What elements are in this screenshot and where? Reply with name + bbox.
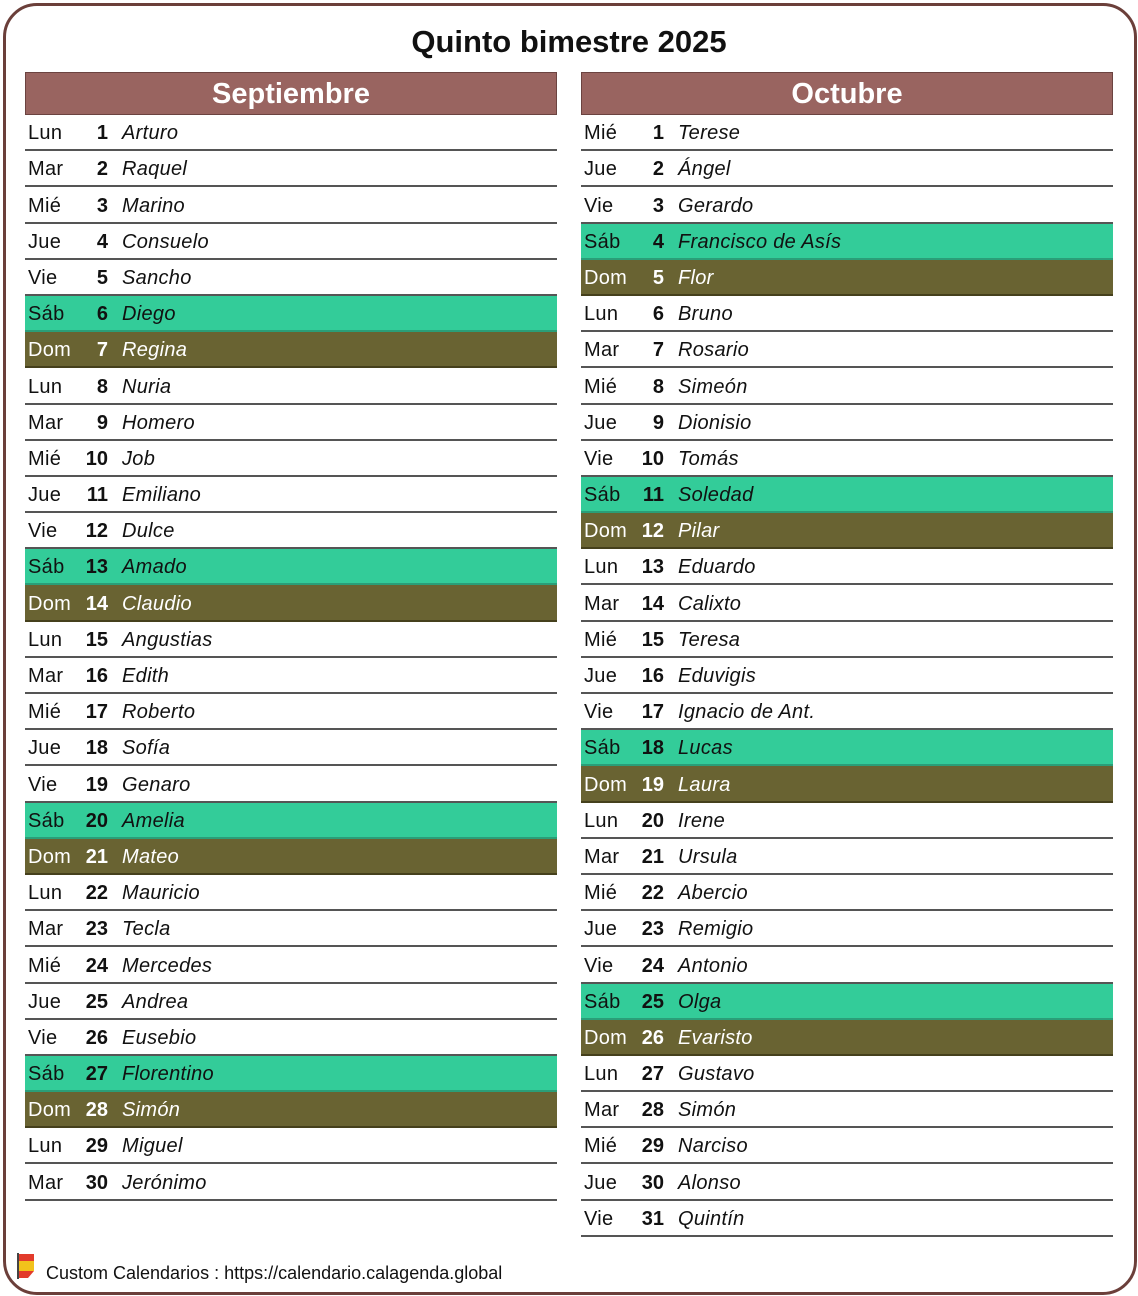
saint-name: Quintín [678, 1207, 745, 1230]
day-row [25, 224, 557, 260]
day-number: 6 [652, 303, 664, 326]
day-of-week: Mié [28, 194, 62, 217]
saint-name: Gerardo [678, 194, 754, 217]
day-number: 5 [652, 266, 664, 289]
day-row [581, 1164, 1113, 1200]
day-row [25, 694, 557, 730]
month-column-october [581, 72, 1113, 1237]
day-row [25, 260, 557, 296]
saint-name: Sofía [122, 737, 171, 760]
saint-name: Tecla [122, 918, 171, 941]
day-number: 17 [641, 701, 664, 724]
saint-name: Nuria [122, 375, 172, 398]
day-row [25, 441, 557, 477]
saint-name: Sancho [122, 266, 192, 289]
day-number: 12 [85, 520, 108, 543]
day-of-week: Dom [584, 1026, 628, 1049]
saint-name: Amelia [122, 809, 185, 832]
day-row [25, 1164, 557, 1200]
saint-name: Eduardo [678, 556, 756, 579]
day-row [25, 405, 557, 441]
day-number: 22 [85, 882, 108, 905]
day-row [581, 115, 1113, 151]
day-number: 2 [652, 158, 664, 181]
day-number: 9 [96, 411, 108, 434]
day-number: 31 [641, 1207, 664, 1230]
saint-name: Jerónimo [122, 1171, 207, 1194]
saint-name: Francisco de Asís [678, 230, 842, 253]
month-header: Octubre [581, 72, 1113, 115]
day-row [25, 1092, 557, 1128]
day-row [581, 513, 1113, 549]
day-row [581, 766, 1113, 802]
day-number: 8 [652, 375, 664, 398]
day-row [581, 984, 1113, 1020]
day-number: 14 [85, 592, 108, 615]
day-of-week: Jue [28, 737, 62, 760]
day-of-week: Mar [584, 339, 620, 362]
day-of-week: Vie [28, 773, 58, 796]
day-row [25, 585, 557, 621]
saint-name: Bruno [678, 303, 733, 326]
day-number: 18 [85, 737, 108, 760]
day-list [581, 115, 1113, 1237]
day-number: 12 [641, 520, 664, 543]
day-of-week: Mar [28, 411, 64, 434]
saint-name: Amado [122, 556, 187, 579]
day-list [25, 115, 557, 1201]
saint-name: Ignacio de Ant. [678, 701, 816, 724]
day-row [25, 187, 557, 223]
day-number: 27 [641, 1063, 664, 1086]
day-number: 20 [641, 809, 664, 832]
saint-name: Gustavo [678, 1063, 755, 1086]
day-of-week: Vie [584, 1207, 614, 1230]
month-header: Septiembre [25, 72, 557, 115]
day-of-week: Vie [584, 954, 614, 977]
day-row [25, 1056, 557, 1092]
day-row [581, 911, 1113, 947]
day-number: 28 [85, 1099, 108, 1122]
page-title: Quinto bimestre 2025 [411, 24, 727, 59]
saint-name: Diego [122, 303, 176, 326]
day-of-week: Jue [584, 918, 618, 941]
day-number: 23 [85, 918, 108, 941]
day-row [25, 513, 557, 549]
day-number: 19 [85, 773, 108, 796]
day-row [25, 115, 557, 151]
day-of-week: Sáb [28, 1063, 65, 1086]
saint-name: Edith [122, 665, 170, 687]
saint-name: Dionisio [678, 411, 752, 434]
saint-name: Ángel [678, 158, 731, 181]
day-number: 4 [96, 230, 108, 253]
day-of-week: Vie [584, 447, 614, 470]
day-number: 28 [641, 1099, 664, 1122]
day-number: 9 [652, 411, 664, 434]
day-number: 25 [641, 990, 664, 1013]
day-number: 13 [85, 556, 108, 579]
day-row [25, 549, 557, 585]
day-row [581, 622, 1113, 658]
saint-name: Homero [122, 411, 195, 434]
day-of-week: Mié [28, 954, 62, 977]
saint-name: Rosario [678, 339, 750, 362]
saint-name: Alonso [678, 1171, 741, 1194]
day-row [25, 730, 557, 766]
month-column-september [25, 72, 557, 1201]
day-row [581, 477, 1113, 513]
day-row [581, 224, 1113, 260]
saint-name: Eduvigis [678, 665, 756, 687]
day-number: 30 [641, 1171, 664, 1194]
day-row [581, 585, 1113, 621]
saint-name: Calixto [678, 592, 742, 615]
footer-credit: Custom Calendarios : https://calendario.calagenda.global [46, 1263, 503, 1283]
day-number: 6 [96, 303, 108, 326]
day-row [581, 187, 1113, 223]
saint-name: Teresa [678, 628, 741, 651]
day-of-week: Lun [584, 556, 619, 579]
day-row [581, 549, 1113, 585]
day-row [25, 1020, 557, 1056]
day-row [581, 441, 1113, 477]
day-of-week: Vie [28, 266, 58, 289]
saint-name: Angustias [122, 628, 213, 651]
day-row [25, 766, 557, 802]
saint-name: Roberto [122, 701, 196, 724]
day-row [25, 658, 557, 694]
day-of-week: Lun [584, 1063, 619, 1086]
day-row [25, 368, 557, 404]
day-of-week: Dom [28, 592, 72, 615]
day-of-week: Lun [28, 375, 63, 398]
day-of-week: Vie [28, 520, 58, 543]
saint-name: Evaristo [678, 1026, 753, 1049]
saint-name: Olga [678, 990, 722, 1013]
day-of-week: Jue [28, 230, 62, 253]
saint-name: Irene [678, 809, 726, 832]
day-row [25, 947, 557, 983]
day-of-week: Dom [584, 266, 628, 289]
day-of-week: Lun [584, 809, 619, 832]
day-row [25, 839, 557, 875]
day-number: 10 [85, 447, 108, 470]
day-of-week: Mié [28, 447, 62, 470]
day-number: 5 [96, 266, 108, 289]
day-of-week: Mar [584, 1099, 620, 1122]
day-of-week: Mié [584, 882, 618, 905]
day-number: 25 [85, 990, 108, 1013]
saint-name: Dulce [122, 520, 175, 543]
day-of-week: Vie [584, 701, 614, 724]
day-number: 7 [96, 339, 108, 362]
saint-name: Lucas [678, 737, 733, 760]
day-of-week: Sáb [584, 230, 621, 253]
day-of-week: Jue [28, 484, 62, 507]
saint-name: Ursula [678, 845, 738, 868]
saint-name: Eusebio [122, 1026, 197, 1049]
day-row [581, 405, 1113, 441]
day-of-week: Mié [584, 122, 618, 145]
day-row [581, 260, 1113, 296]
day-row [581, 296, 1113, 332]
day-of-week: Lun [28, 628, 63, 651]
saint-name: Flor [678, 266, 714, 289]
day-number: 29 [641, 1135, 664, 1158]
saint-name: Job [122, 447, 156, 470]
calendar-logo-icon [16, 1253, 38, 1279]
day-number: 27 [85, 1063, 108, 1086]
saint-name: Mateo [122, 845, 180, 868]
day-of-week: Jue [584, 1171, 618, 1194]
day-row [25, 803, 557, 839]
day-row [25, 875, 557, 911]
day-row [581, 1201, 1113, 1237]
day-row [581, 1020, 1113, 1056]
day-number: 1 [652, 122, 664, 145]
day-number: 30 [85, 1171, 108, 1194]
saint-name: Remigio [678, 918, 754, 941]
day-row [25, 296, 557, 332]
saint-name: Mauricio [122, 882, 200, 905]
day-of-week: Sáb [28, 809, 65, 832]
day-of-week: Mar [28, 158, 64, 181]
day-number: 15 [641, 628, 664, 651]
day-of-week: Mié [584, 1135, 618, 1158]
day-of-week: Sáb [28, 303, 65, 326]
day-number: 11 [642, 484, 664, 507]
day-number: 10 [641, 447, 664, 470]
saint-name: Tomás [678, 447, 739, 470]
day-number: 3 [96, 194, 108, 217]
day-of-week: Jue [584, 665, 618, 687]
saint-name: Emiliano [122, 484, 202, 507]
day-of-week: Sáb [28, 556, 65, 579]
day-number: 2 [96, 158, 108, 181]
day-number: 29 [85, 1135, 108, 1158]
day-of-week: Lun [28, 1135, 63, 1158]
day-number: 8 [96, 375, 108, 398]
saint-name: Andrea [122, 990, 189, 1013]
day-row [581, 1128, 1113, 1164]
day-row [581, 803, 1113, 839]
saint-name: Pilar [678, 520, 720, 543]
saint-name: Terese [678, 122, 741, 145]
saint-name: Soledad [678, 484, 754, 507]
day-of-week: Lun [584, 303, 619, 326]
day-row [581, 839, 1113, 875]
day-number: 20 [85, 809, 108, 832]
day-of-week: Vie [584, 194, 614, 217]
day-of-week: Dom [28, 1099, 72, 1122]
day-of-week: Dom [584, 773, 628, 796]
day-of-week: Dom [584, 520, 628, 543]
day-row [25, 477, 557, 513]
day-number: 19 [641, 773, 664, 796]
saint-name: Abercio [678, 882, 748, 905]
day-of-week: Sáb [584, 737, 621, 760]
day-of-week: Mar [28, 665, 64, 687]
day-row [25, 151, 557, 187]
day-number: 24 [85, 954, 108, 977]
day-number: 4 [652, 230, 664, 253]
day-number: 3 [652, 194, 664, 217]
day-row [581, 658, 1113, 694]
saint-name: Miguel [122, 1135, 183, 1158]
day-row [581, 368, 1113, 404]
day-number: 17 [85, 701, 108, 724]
day-of-week: Mar [584, 845, 620, 868]
day-of-week: Dom [28, 845, 72, 868]
day-of-week: Mar [28, 1171, 64, 1194]
day-of-week: Mar [28, 918, 64, 941]
saint-name: Mercedes [122, 954, 213, 977]
day-of-week: Jue [28, 990, 62, 1013]
day-number: 7 [652, 339, 664, 362]
day-row [581, 694, 1113, 730]
day-number: 11 [86, 484, 108, 507]
saint-name: Regina [122, 339, 188, 362]
day-row [581, 1092, 1113, 1128]
day-of-week: Mié [28, 701, 62, 724]
day-number: 15 [85, 628, 108, 651]
saint-name: Marino [122, 194, 185, 217]
day-number: 26 [641, 1026, 664, 1049]
day-of-week: Lun [28, 122, 63, 145]
day-row [581, 1056, 1113, 1092]
day-number: 21 [641, 845, 664, 868]
day-number: 21 [85, 845, 108, 868]
day-of-week: Jue [584, 411, 618, 434]
day-of-week: Mié [584, 375, 618, 398]
day-number: 18 [641, 737, 664, 760]
day-number: 13 [641, 556, 664, 579]
day-number: 16 [85, 665, 108, 687]
saint-name: Raquel [122, 158, 188, 181]
saint-name: Arturo [122, 122, 179, 145]
day-number: 24 [641, 954, 664, 977]
day-row [25, 332, 557, 368]
day-of-week: Vie [28, 1026, 58, 1049]
day-of-week: Mié [584, 628, 618, 651]
saint-name: Antonio [678, 954, 748, 977]
day-number: 26 [85, 1026, 108, 1049]
day-of-week: Dom [28, 339, 72, 362]
day-row [581, 875, 1113, 911]
day-number: 22 [641, 882, 664, 905]
saint-name: Claudio [122, 592, 192, 615]
day-of-week: Lun [28, 882, 63, 905]
saint-name: Simón [122, 1099, 181, 1122]
day-of-week: Mar [584, 592, 620, 615]
day-row [581, 730, 1113, 766]
day-of-week: Sáb [584, 484, 621, 507]
day-row [581, 947, 1113, 983]
day-number: 16 [641, 665, 664, 687]
day-row [25, 911, 557, 947]
day-of-week: Jue [584, 158, 618, 181]
day-row [25, 622, 557, 658]
saint-name: Simeón [678, 375, 748, 398]
day-row [581, 151, 1113, 187]
day-row [25, 984, 557, 1020]
saint-name: Consuelo [122, 230, 209, 253]
saint-name: Laura [678, 773, 731, 796]
saint-name: Simón [678, 1099, 737, 1122]
saint-name: Genaro [122, 773, 191, 796]
day-number: 1 [96, 122, 108, 145]
day-of-week: Sáb [584, 990, 621, 1013]
day-row [25, 1128, 557, 1164]
saint-name: Narciso [678, 1135, 748, 1158]
day-number: 14 [641, 592, 664, 615]
day-number: 23 [641, 918, 664, 941]
saint-name: Florentino [122, 1063, 214, 1086]
day-row [581, 332, 1113, 368]
